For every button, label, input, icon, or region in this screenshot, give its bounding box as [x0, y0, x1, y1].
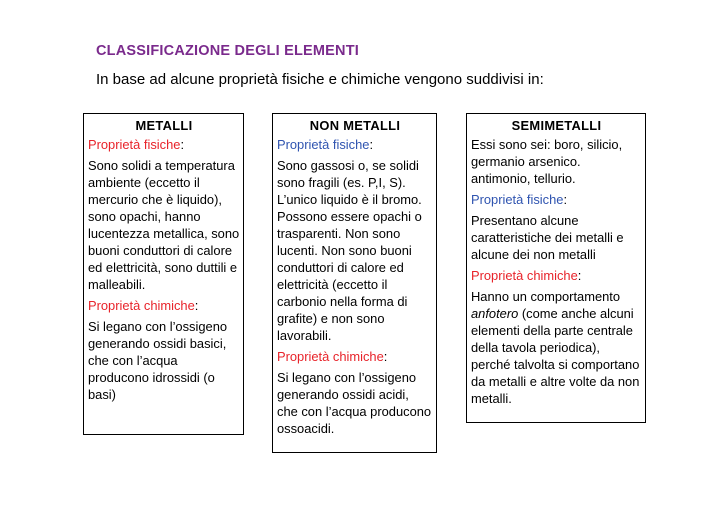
- semimetalli-heading: SEMIMETALLI: [511, 118, 602, 133]
- semimetalli-chimiche-label: Proprietà chimiche: [471, 268, 578, 283]
- metalli-box: [83, 113, 244, 435]
- metalli-heading: METALLI: [135, 118, 193, 133]
- non-metalli-fisiche-label: Proprietà fisiche: [277, 137, 370, 152]
- metalli-fisiche-text: Sono solidi a temperatura ambiente (eccetto il mercurio che è liquido), sono opachi, hanno lucentezza metallica, sono buoni conduttori di calore ed elettricità, sono duttili e malleabili.: [88, 158, 240, 292]
- document-title: CLASSIFICAZIONE DEGLI ELEMENTI: [96, 43, 359, 59]
- metalli-chimiche-label: Proprietà chimiche: [88, 298, 195, 313]
- intro-text: In base ad alcune proprietà fisiche e chimiche vengono suddivisi in:: [96, 71, 544, 88]
- semimetalli-chimiche-text: Hanno un comportamento anfotero (come anche alcuni elementi della parte centrale della tavola periodica), perché talvolta si comportano da metalli e altre volte da non metalli.: [471, 289, 640, 406]
- metalli-chimiche-heading: Proprietà chimiche:: [88, 298, 199, 313]
- metalli-chimiche-text: Si legano con l’ossigeno generando ossidi basici, che con l’acqua producono idrossidi (o basi): [88, 319, 228, 402]
- semimetalli-fisiche-heading: Proprietà fisiche:: [471, 192, 568, 207]
- non-metalli-box: [272, 113, 437, 453]
- anfotero-term: anfotero: [471, 306, 519, 321]
- non-metalli-heading: NON METALLI: [309, 118, 401, 133]
- semimetalli-fisiche-label: Proprietà fisiche: [471, 192, 564, 207]
- non-metalli-chimiche-text: Si legano con l’ossigeno generando ossidi acidi, che con l’acqua producono ossoacidi.: [277, 370, 432, 436]
- metalli-fisiche-label: Proprietà fisiche: [88, 137, 181, 152]
- non-metalli-fisiche-heading: Proprietà fisiche:: [277, 137, 374, 152]
- non-metalli-chimiche-label: Proprietà chimiche: [277, 349, 384, 364]
- non-metalli-fisiche-text: Sono gassosi o, se solidi sono fragili (es. P,I, S). L’unico liquido è il bromo. Possono essere opachi o trasparenti. Non sono lucenti. Non sono buoni conduttori di calore ed elettricità (eccetto il carbonio nella forma di grafite) e non sono lavorabili.: [277, 158, 422, 343]
- semimetalli-chimiche-heading: Proprietà chimiche:: [471, 268, 582, 283]
- semimetalli-fisiche-text: Presentano alcune caratteristiche dei metalli e alcune dei non metalli: [471, 213, 624, 262]
- semimetalli-elements-text: Essi sono sei: boro, silicio, germanio arsenico. antimonio, tellurio.: [471, 137, 623, 186]
- metalli-fisiche-heading: Proprietà fisiche:: [88, 137, 185, 152]
- semimetalli-box: [466, 113, 646, 423]
- non-metalli-chimiche-heading: Proprietà chimiche:: [277, 349, 388, 364]
